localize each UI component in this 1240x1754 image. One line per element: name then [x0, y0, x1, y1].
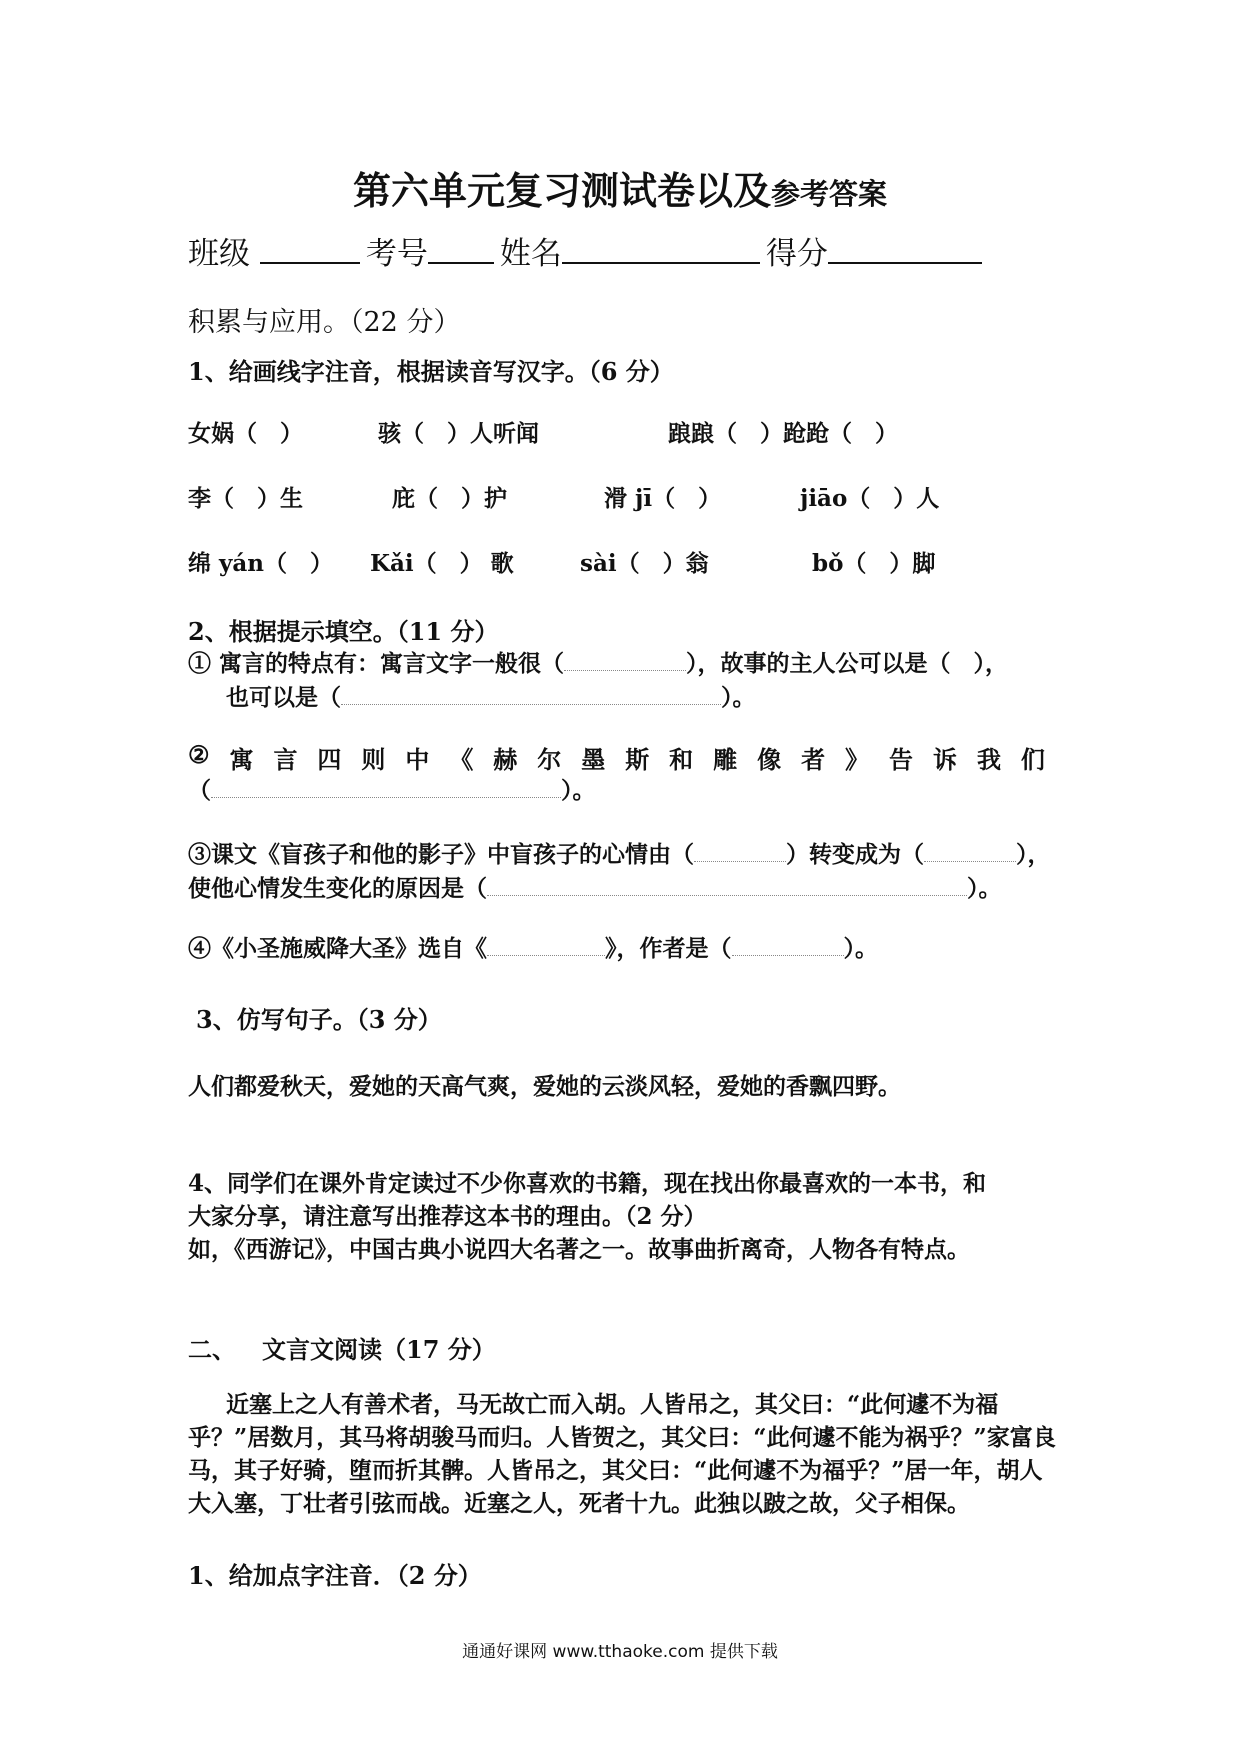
page-title [0, 160, 1240, 215]
q2-item1-line2: 也可以是（ ）。 [226, 684, 756, 711]
number-label: 考号 [365, 236, 428, 272]
q1-row2-item2: 庇（ ）护 [392, 485, 507, 512]
section2-heading: 二、 文言文阅读（17 分） [188, 1335, 496, 1364]
q2-item1-blank2[interactable] [341, 684, 721, 705]
name-label: 姓名 [499, 236, 562, 272]
class-blank[interactable] [260, 234, 360, 264]
q3-heading: 3、仿写句子。（3 分） [196, 1005, 442, 1034]
q2-item4: ④《小圣施威降大圣》选自《 》，作者是（ ）。 [188, 935, 878, 962]
q2-item3-line2: 使他心情发生变化的原因是（ ）。 [188, 875, 1002, 902]
q1-row1-item2: 骇（ ）人听闻 [378, 420, 539, 447]
q2-item2-line2: （ ）。 [188, 777, 596, 804]
q3-sentence: 人们都爱秋天，爱她的天高气爽，爱她的云淡风轻，爱她的香飘四野。 [188, 1073, 901, 1100]
q1-row1-item3: 踉踉（ ）跄跄（ ） [668, 420, 898, 447]
section2-q1: 1、给加点字注音．（2 分） [188, 1561, 482, 1590]
score-label: 得分 [765, 236, 828, 272]
number-blank[interactable] [428, 234, 494, 264]
q2-item3-blank2[interactable] [924, 841, 1016, 862]
q1-row1-item1: 女娲（ ） [188, 420, 303, 447]
footer-credit: 通通好课网 www.tthaoke.com 提供下载 [462, 1642, 778, 1662]
q4-heading-line1: 4、同学们在课外肯定读过不少你喜欢的书籍，现在找出你最喜欢的一本书，和 [188, 1170, 987, 1197]
classical-passage: 近塞上之人有善术者，马无故亡而入胡。人皆吊之，其父曰：“此何遽不为福乎？”居数月，其马将胡骏马而归。人皆贺之，其父曰：“此何遽不能为祸乎？”家富良马，其子好骑，堕而折其髀。人皆吊之，其父曰：“此何遽不为福乎？”居一年，胡人大入塞，丁壮者引弦而战。近塞之人，死者十九。此独以跛之故，父子相保。 [188, 1391, 1056, 1517]
q1-row2-item4: jiāo（ ）人 [800, 485, 940, 512]
q2-item2-line1: ② 寓 言 四 则 中 《 赫 尔 墨 斯 和 雕 像 者 》 告 诉 我 们 [188, 740, 1045, 774]
q2-item3-blank3[interactable] [487, 875, 967, 896]
name-blank[interactable] [562, 234, 760, 264]
q2-item2-blank[interactable] [211, 777, 561, 798]
q2-heading: 2、根据提示填空。（11 分） [188, 617, 499, 646]
q1-heading: 1、给画线字注音，根据读音写汉字。（6 分） [188, 357, 674, 386]
q1-row3-item4: bǒ（ ）脚 [812, 550, 936, 577]
q1-row2-item3: 滑 jī（ ） [604, 485, 722, 512]
q2-item3-line1: ③课文《盲孩子和他的影子》中盲孩子的心情由（ ）转变成为（ ）， [188, 841, 1051, 868]
q1-row3-item2: Kǎi（ ） 歌 [370, 550, 514, 577]
q1-row3-item3: sài（ ）翁 [580, 550, 709, 577]
q4-heading-line2: 大家分享，请注意写出推荐这本书的理由。（2 分） [188, 1203, 707, 1230]
q2-item1-blank1[interactable] [564, 650, 686, 671]
section1-heading: 积累与应用。（22 分） [188, 307, 461, 338]
score-blank[interactable] [828, 234, 982, 264]
q2-item4-blank1[interactable] [487, 935, 605, 956]
title-suffix: 参考答案 [771, 177, 888, 211]
q1-row3-item1: 绵 yán（ ） [188, 550, 333, 577]
student-info-line [188, 228, 988, 273]
q2-item3-blank1[interactable] [694, 841, 786, 862]
title-main: 第六单元复习测试卷以及 [352, 168, 771, 213]
class-label: 班级 [188, 236, 250, 272]
q2-item1-line1: ① 寓言的特点有：寓言文字一般很（ ），故事的主人公可以是（ ）， [188, 650, 1009, 677]
q2-item4-blank2[interactable] [732, 935, 844, 956]
q1-row2-item1: 李（ ）生 [188, 485, 303, 512]
q4-example: 如，《西游记》，中国古典小说四大名著之一。故事曲折离奇，人物各有特点。 [188, 1236, 970, 1263]
